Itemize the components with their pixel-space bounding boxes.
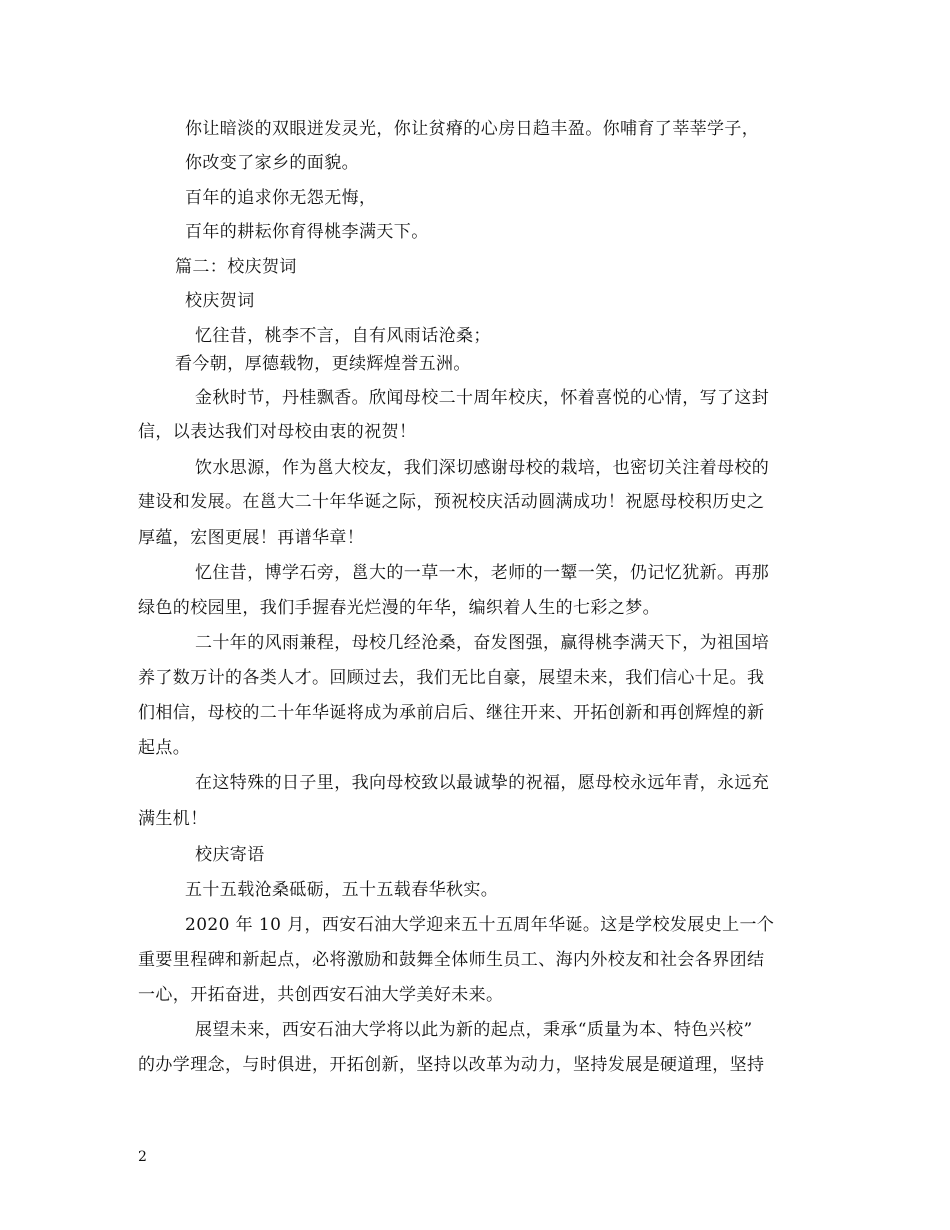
text-line: 二十年的风雨兼程，母校几经沧桑，奋发图强，赢得桃李满天下，为祖国培	[195, 633, 770, 653]
text-line: 金秋时节，丹桂飘香。欣闻母校二十周年校庆，怀着喜悦的心情，写了这封	[195, 388, 770, 408]
text-line: 绿色的校园里，我们手握春光烂漫的年华，编织着人生的七彩之梦。	[138, 598, 660, 618]
text-line: 你让暗淡的双眼迸发灵光，你让贫瘠的心房日趋丰盈。你哺育了莘莘学子，	[185, 119, 760, 139]
text-line: 展望未来，西安石油大学将以此为新的起点，秉承“质量为本、特色兴校”	[195, 1020, 753, 1040]
text-line: 2020 年 10 月，西安石油大学迎来五十五周年华诞。这是学校发展史上一个	[185, 915, 775, 935]
text-line: 五十五载沧桑砥砺，五十五载春华秋实。	[185, 880, 499, 900]
text-line: 信，以表达我们对母校由衷的祝贺！	[138, 422, 417, 442]
text-line: 们相信，母校的二十年华诞将成为承前启后、继往开来、开拓创新和再创辉煌的新	[138, 703, 765, 723]
text-line: 一心，开拓奋进，共创西安石油大学美好未来。	[138, 985, 504, 1005]
text-line: 看今朝，厚德载物，更续辉煌誉五洲。	[175, 354, 471, 374]
subsection-heading: 校庆贺词	[185, 291, 255, 311]
section-heading: 篇二：校庆贺词	[175, 257, 297, 277]
text-line: 建设和发展。在邕大二十年华诞之际，预祝校庆活动圆满成功！祝愿母校积历史之	[138, 492, 765, 512]
page-number: 2	[138, 1149, 147, 1165]
text-line: 百年的耕耘你育得桃李满天下。	[185, 222, 429, 242]
subsection-heading: 校庆寄语	[195, 845, 265, 865]
text-line: 你改变了家乡的面貌。	[185, 153, 359, 173]
text-line: 满生机！	[138, 809, 208, 829]
text-line: 饮水思源，作为邕大校友，我们深切感谢母校的栽培，也密切关注着母校的	[195, 458, 770, 478]
text-line: 重要里程碑和新起点，必将激励和鼓舞全体师生员工、海内外校友和社会各界团结	[138, 950, 765, 970]
text-line: 在这特殊的日子里，我向母校致以最诚挚的祝福，愿母校永远年青，永远充	[195, 773, 770, 793]
text-line: 的办学理念，与时俱进，开拓创新，坚持以改革为动力，坚持发展是硬道理，坚持	[138, 1055, 765, 1075]
text-line: 养了数万计的各类人才。回顾过去，我们无比自豪，展望未来，我们信心十足。我	[138, 668, 765, 688]
text-line: 忆住昔，博学石旁，邕大的一草一木，老师的一颦一笑，仍记忆犹新。再那	[195, 563, 770, 583]
text-line: 厚蕴，宏图更展！再谱华章！	[138, 528, 365, 548]
text-line: 百年的追求你无怨无悔，	[185, 188, 377, 208]
text-line: 起点。	[138, 738, 191, 758]
text-line: 忆往昔，桃李不言，自有风雨话沧桑；	[195, 326, 491, 346]
